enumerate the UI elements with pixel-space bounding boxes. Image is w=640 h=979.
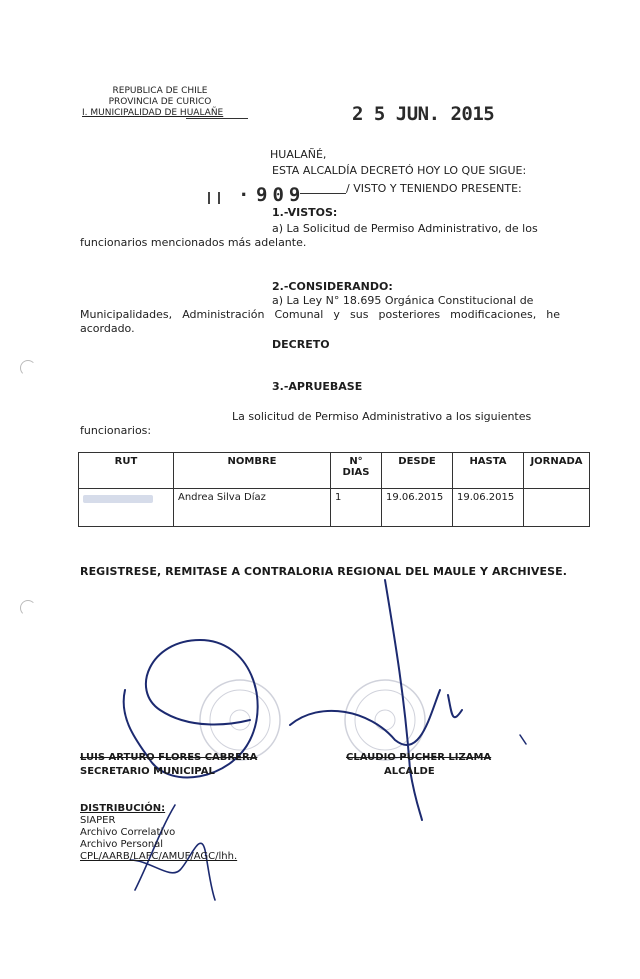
right-signature-tick-icon [520, 735, 526, 744]
header-jornada: JORNADA [524, 453, 590, 489]
cell-nombre: Andrea Silva Díaz [174, 489, 331, 527]
vistos-line-2: funcionarios mencionados más adelante. [80, 236, 307, 249]
considerando-line-3: acordado. [80, 322, 135, 335]
issuer-line-municipality: I. MUNICIPALIDAD DE HUALAÑE [82, 108, 224, 118]
header-rut: RUT [79, 453, 174, 489]
decreto-title: DECRETO [272, 338, 330, 351]
left-signatory-title: SECRETARIO MUNICIPAL [80, 766, 215, 777]
header-nombre: NOMBRE [174, 453, 331, 489]
decree-number: 909 [256, 184, 306, 206]
right-signatory-title: ALCALDE [384, 766, 435, 777]
distribution-item: Archivo Correlativo [80, 827, 176, 838]
distribution-item: SIAPER [80, 815, 116, 826]
apruebase-line-1: La solicitud de Permiso Administrativo a los siguientes [232, 410, 532, 423]
header-hasta: HASTA [453, 453, 524, 489]
date-stamp: 2 5 JUN. 2015 [352, 103, 495, 125]
apruebase-title: 3.-APRUEBASE [272, 380, 363, 393]
right-signature-icon [290, 580, 462, 820]
considerando-title: 2.-CONSIDERANDO: [272, 280, 393, 293]
cell-hasta: 19.06.2015 [453, 489, 524, 527]
punch-hole-mark-bottom [20, 600, 36, 616]
left-seal-icon [200, 680, 280, 760]
left-signatory-name: LUIS ARTURO FLORES CABRERA [80, 752, 258, 763]
vistos-line-1: a) La Solicitud de Permiso Administrativo, de los [272, 222, 538, 235]
considerando-line-1: a) La Ley N° 18.695 Orgánica Constitucional de [272, 294, 534, 307]
vistos-title: 1.-VISTOS: [272, 206, 338, 219]
right-signatory-name: CLAUDIO PUCHER LIZAMA [346, 752, 492, 763]
distribution-block [80, 803, 237, 863]
considerando-line-2: Municipalidades, Administración Comunal y sus posteriores modificaciones, he [80, 308, 560, 321]
issuer-line-republic: REPUBLICA DE CHILE [112, 86, 208, 96]
intro-line: ESTA ALCALDÍA DECRETÓ HOY LO QUE SIGUE: [272, 164, 527, 177]
header-desde: DESDE [382, 453, 453, 489]
header-dias-label: DIAS [342, 467, 370, 478]
distribution-item: Archivo Personal [80, 839, 164, 850]
closing-statement: REGISTRESE, REMITASE A CONTRALORIA REGIONAL DEL MAULE Y ARCHIVESE. [80, 565, 568, 578]
decree-number-prefix: · [238, 184, 249, 206]
city-line: HUALAÑÉ, [270, 148, 327, 161]
header-dias-number: N° [349, 456, 363, 467]
issuer-line-province: PROVINCIA DE CURICO [108, 97, 212, 107]
cell-dias: 1 [331, 489, 382, 527]
right-seal-icon [345, 680, 425, 760]
distribution-title: DISTRIBUCIÓN: [80, 803, 166, 814]
punch-hole-mark-top [20, 360, 36, 376]
cell-desde: 19.06.2015 [382, 489, 453, 527]
apruebase-line-2: funcionarios: [80, 424, 152, 437]
visto-line: / VISTO Y TENIENDO PRESENTE: [346, 182, 522, 195]
distribution-item: CPL/AARB/LAFC/AMUF/AGC/lhh. [80, 851, 238, 862]
